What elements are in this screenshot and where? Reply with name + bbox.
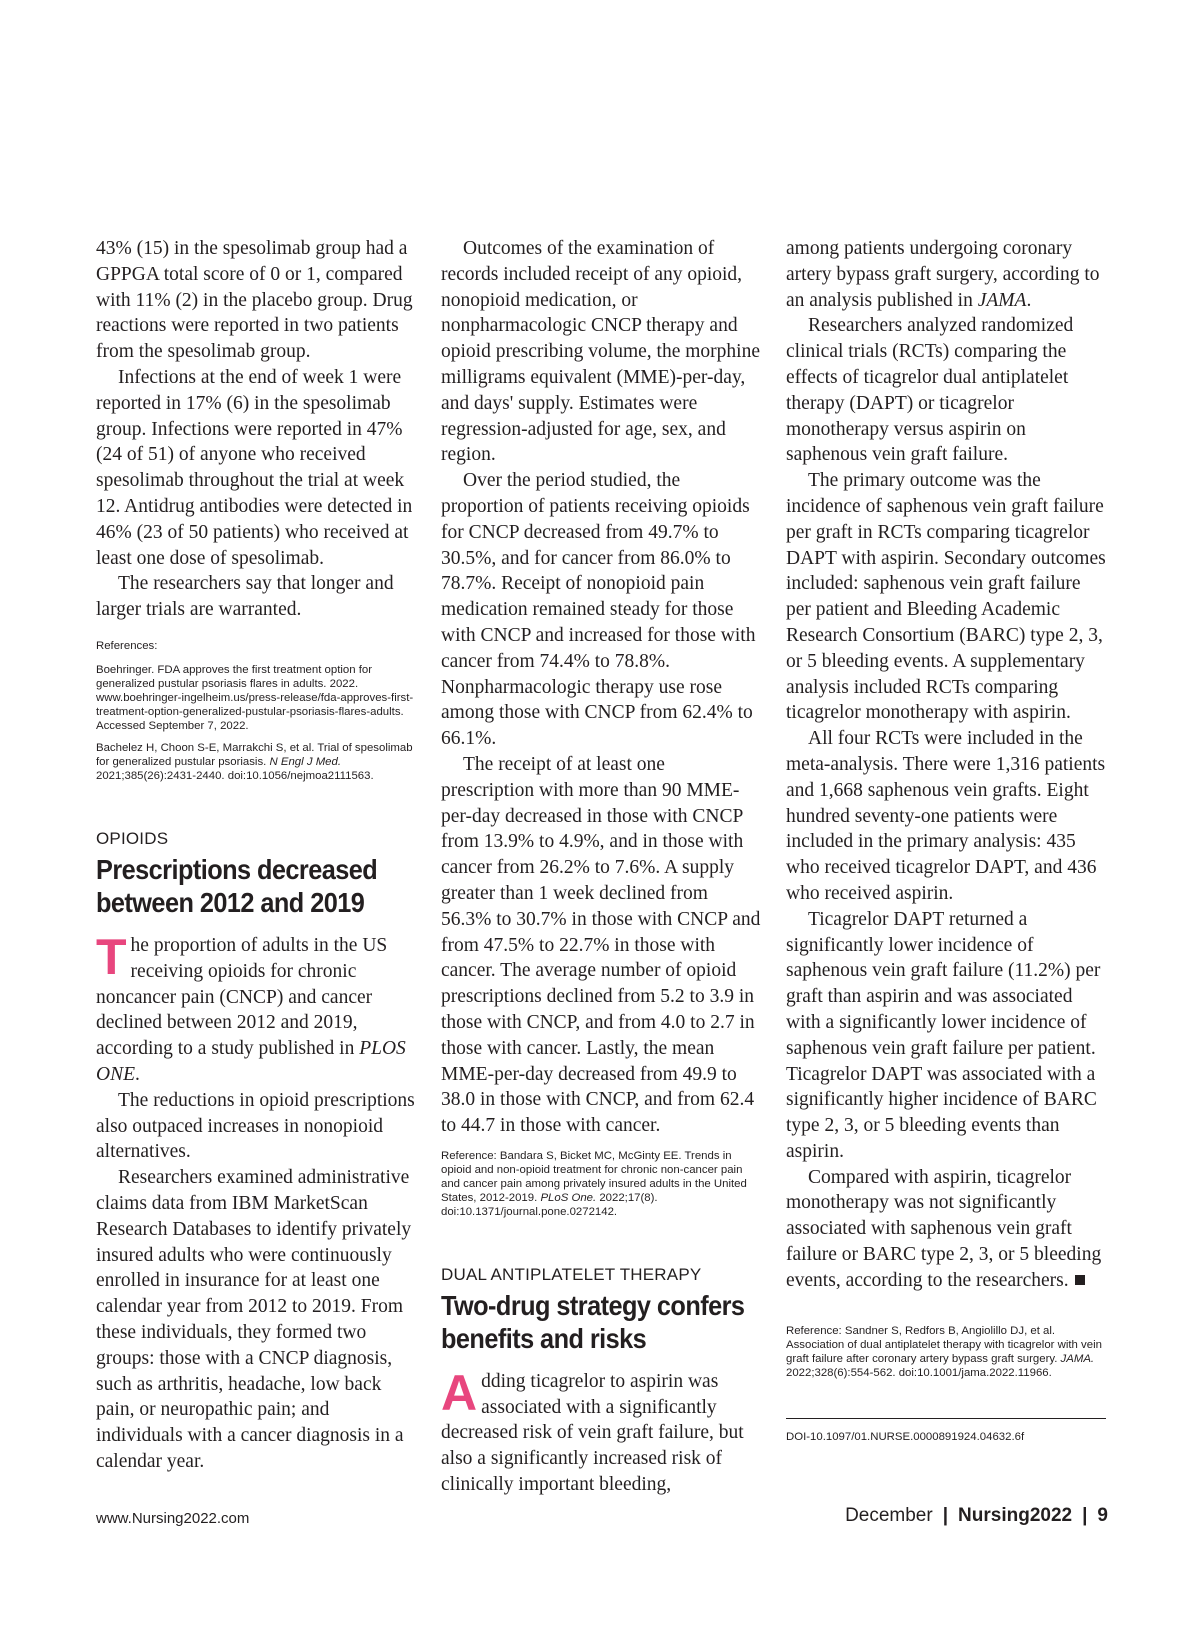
column-1 <box>96 236 416 1475</box>
body-paragraph: The receipt of at least one prescription with more than 90 MME-per-day decreased in those with CNCP from 13.9% to 4.9%, and in those with cancer from 26.2% to 7.6%. A supply greater than 1 week declined from 56.3% to 30.7% in those with CNCP and from 47.5% to 22.7% in those with cancer. The average number of opioid prescriptions declined from 5.2 to 3.9 in those with CNCP, and from 4.0 to 2.7 in those with cancer. Lastly, the mean MME-per-day decreased from 49.9 to 38.0 in those with CNCP, and from 62.4 to 44.7 in those with cancer. <box>441 753 761 1137</box>
body-paragraph: Ticagrelor DAPT returned a significantly lower incidence of saphenous vein graft failure (11.2%) per graft than aspirin and was associated with a significantly lower incidence of saphenous vein graft failure per patient. Ticagrelor DAPT was associated with a significantly higher incidence of BARC type 2, 3, or 5 bleeding events than aspirin. <box>786 908 1101 1162</box>
body-paragraph: Infections at the end of week 1 were reported in 17% (6) in the spesolimab group. Infections were reported in 47% (24 of 51) of anyone who received spesolimab throughout the trial at week 12. Antidrug antibodies were detected in 46% (23 of 50 patients) who received at least one dose of spesolimab. <box>96 366 413 569</box>
lead-paragraph <box>441 1364 761 1498</box>
column-2 <box>441 236 761 1498</box>
reference-text: 2022;17(8). doi:10.1371/journal.pone.0272142. <box>441 1191 658 1218</box>
section-kicker: DUAL ANTIPLATELET THERAPY <box>441 1264 702 1284</box>
body-paragraph <box>786 1165 1106 1294</box>
lead-continued: among patients undergoing coronary artery bypass graft surgery, according to an analysis published in <box>786 238 1100 311</box>
doi-block <box>786 1418 1106 1445</box>
lead-text: dding ticagrelor to aspirin was associated with a significantly decreased risk of vein graft failure, but also a significantly increased risk of clinically important bleeding, <box>441 1370 744 1496</box>
reference-text: 2021;385(26):2431-2440. doi:10.1056/nejmoa2111563. <box>96 769 374 782</box>
lead-text: he proportion of adults in the US receiving opioids for chronic noncancer pain (CNCP) and cancer declined between 2012 and 2019, according to a study published in <box>96 934 388 1060</box>
body-paragraph: Researchers analyzed randomized clinical trials (RCTs) comparing the effects of ticagrelor dual antiplatelet therapy (DAPT) or ticagrelor monotherapy versus aspirin on saphenous vein graft failure. <box>786 315 1074 466</box>
footer-folio <box>845 1505 1108 1527</box>
reference-journal: PLoS One. <box>540 1191 597 1204</box>
body-paragraph <box>786 236 1106 313</box>
body-paragraph: The reductions in opioid prescriptions also outpaced increases in nonopioid alternatives. <box>96 1089 415 1163</box>
opioids-article <box>96 829 416 1475</box>
drop-cap: T <box>96 928 127 985</box>
column-3 <box>786 236 1106 1445</box>
reference-item <box>96 741 416 783</box>
reference-text: Reference: Sandner S, Redfors B, Angiolillo DJ, et al. Association of dual antiplatelet therapy with ticagrelor with vein graft failure after coronary artery bypass graft surgery. <box>786 1324 1102 1365</box>
body-paragraph: Researchers examined administrative claims data from IBM MarketScan Research Databases to identify privately insured adults who were continuously enrolled in insurance for at least one calendar year from 2012 to 2019. From these individuals, they formed two groups: those with a CNCP diagnosis, such as arthritis, headache, low back pain, or neuropathic pain; and individuals with a cancer diagnosis in a calendar year. <box>96 1167 412 1472</box>
body-paragraph: Over the period studied, the proportion of patients receiving opioids for CNCP decreased from 49.7% to 30.5%, and for cancer from 86.0% to 78.7%. Receipt of nonopioid pain medication remained steady for those with CNCP and increased for those with cancer from 74.4% to 78.8%. Nonpharmacologic therapy use rose among those with CNCP from 62.4% to 66.1%. <box>441 470 756 750</box>
reference-journal: N Engl J Med. <box>269 755 342 768</box>
final-paragraph-text: Compared with aspirin, ticagrelor monotherapy was not significantly associated with saphenous vein graft failure or BARC type 2, 3, or 5 bleeding events, according to the researchers. <box>786 1166 1102 1291</box>
drop-cap: A <box>441 1364 478 1421</box>
doi-text: DOI-10.1097/01.NURSE.0000891924.04632.6f <box>786 1430 1025 1443</box>
body-paragraph: The researchers say that longer and larger trials are warranted. <box>96 573 394 621</box>
footer-journal: Nursing2022 <box>958 1505 1073 1526</box>
article-headline: Two-drug strategy confers benefits and risks <box>441 1289 745 1354</box>
journal-name: JAMA <box>977 289 1027 311</box>
footer-website: www.Nursing2022.com <box>96 1510 250 1527</box>
opioids-reference <box>441 1149 761 1219</box>
journal-name: PLOS ONE <box>96 1038 406 1085</box>
footer-separator: | <box>1082 1505 1088 1526</box>
section-kicker: OPIOIDS <box>96 828 169 848</box>
body-paragraph: All four RCTs were included in the meta-analysis. There were 1,316 patients and 1,668 saphenous vein grafts. Eight hundred seventy-one patients were included in the primary analysis: 435 who received ticagrelor DAPT, and 436 who received aspirin. <box>786 728 1106 904</box>
references-heading: References: <box>96 639 158 652</box>
body-paragraph: Outcomes of the examination of records included receipt of any opioid, nonopioid medication, or nonpharmacologic CNCP therapy and opioid prescribing volume, the morphine milligrams equivalent (MME)-per-day, and days' supply. Estimates were regression-adjusted for age, sex, and region. <box>441 238 760 466</box>
article-headline: Prescriptions decreased between 2012 and 2019 <box>96 853 378 918</box>
dapt-reference <box>786 1324 1106 1380</box>
reference-text: Bachelez H, Choon S-E, Marrakchi S, et al. Trial of spesolimab for generalized pustular psoriasis. <box>96 741 413 768</box>
page-number: 9 <box>1097 1505 1108 1526</box>
lead-end: . <box>135 1063 140 1085</box>
reference-text: Reference: Bandara S, Bicket MC, McGinty EE. Trends in opioid and non-opioid treatment for chronic non-cancer pain and cancer pain among privately insured adults in the United States, 2012-2019. <box>441 1149 747 1204</box>
body-paragraph: The primary outcome was the incidence of saphenous vein graft failure per graft in RCTs comparing ticagrelor DAPT with aspirin. Secondary outcomes included: saphenous vein graft failure per patient and Bleeding Academic Research Consortium (BARC) type 2, 3, or 5 bleeding events. A supplementary analysis included RCTs comparing ticagrelor monotherapy with aspirin. <box>786 470 1106 724</box>
footer-separator: | <box>942 1505 949 1526</box>
lead-paragraph <box>96 928 416 1088</box>
lead-end: . <box>1026 289 1032 311</box>
end-of-article-icon <box>1075 1275 1085 1285</box>
reference-item: Boehringer. FDA approves the first treatment option for generalized pustular psoriasis flares in adults. 2022. www.boehringer-ingelheim.us/press-release/fda-approves-first-treatment-option-generalized-pustular-psoriasis-flares-adults. Accessed September 7, 2022. <box>96 663 414 732</box>
reference-journal: JAMA. <box>1060 1352 1095 1365</box>
dapt-article <box>441 1265 761 1498</box>
footer-month: December <box>845 1505 933 1526</box>
references-block <box>96 639 416 783</box>
reference-text: 2022;328(6):554-562. doi:10.1001/jama.2022.11966. <box>786 1366 1052 1379</box>
body-paragraph: 43% (15) in the spesolimab group had a GPPGA total score of 0 or 1, compared with 11% (2) in the placebo group. Drug reactions were reported in two patients from the spesolimab group. <box>96 238 413 363</box>
